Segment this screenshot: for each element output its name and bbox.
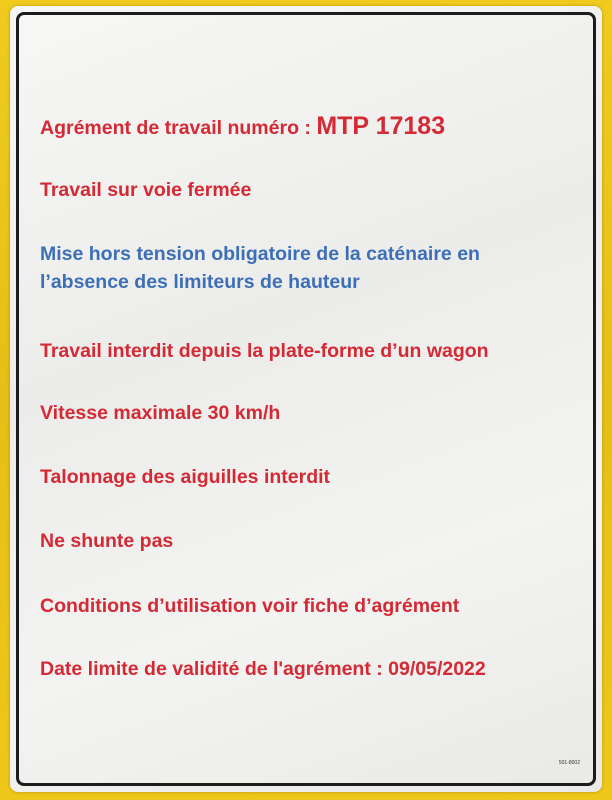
sign-panel (10, 6, 602, 792)
reference-code: 501-8002 (558, 760, 580, 766)
validity-date-line: Date limite de validité de l'agrément : 09/05/2022 (40, 658, 486, 680)
approval-number-line (40, 114, 445, 141)
power-off-line-2: l’absence des limiteurs de hauteur (40, 271, 360, 293)
no-shunt-line: Ne shunte pas (40, 530, 174, 552)
conditions-line: Conditions d’utilisation voir fiche d’agrément (40, 595, 460, 617)
power-off-line-1: Mise hors tension obligatoire de la caténaire en (40, 243, 480, 265)
wagon-platform-line: Travail interdit depuis la plate-forme d’un wagon (40, 340, 489, 362)
approval-number-label: Agrément de travail numéro : (40, 117, 317, 139)
max-speed-line: Vitesse maximale 30 km/h (40, 402, 281, 424)
approval-number-value: MTP 17183 (316, 112, 446, 140)
trailing-points-line: Talonnage des aiguilles interdit (40, 466, 331, 488)
closed-track-line: Travail sur voie fermée (40, 179, 252, 201)
